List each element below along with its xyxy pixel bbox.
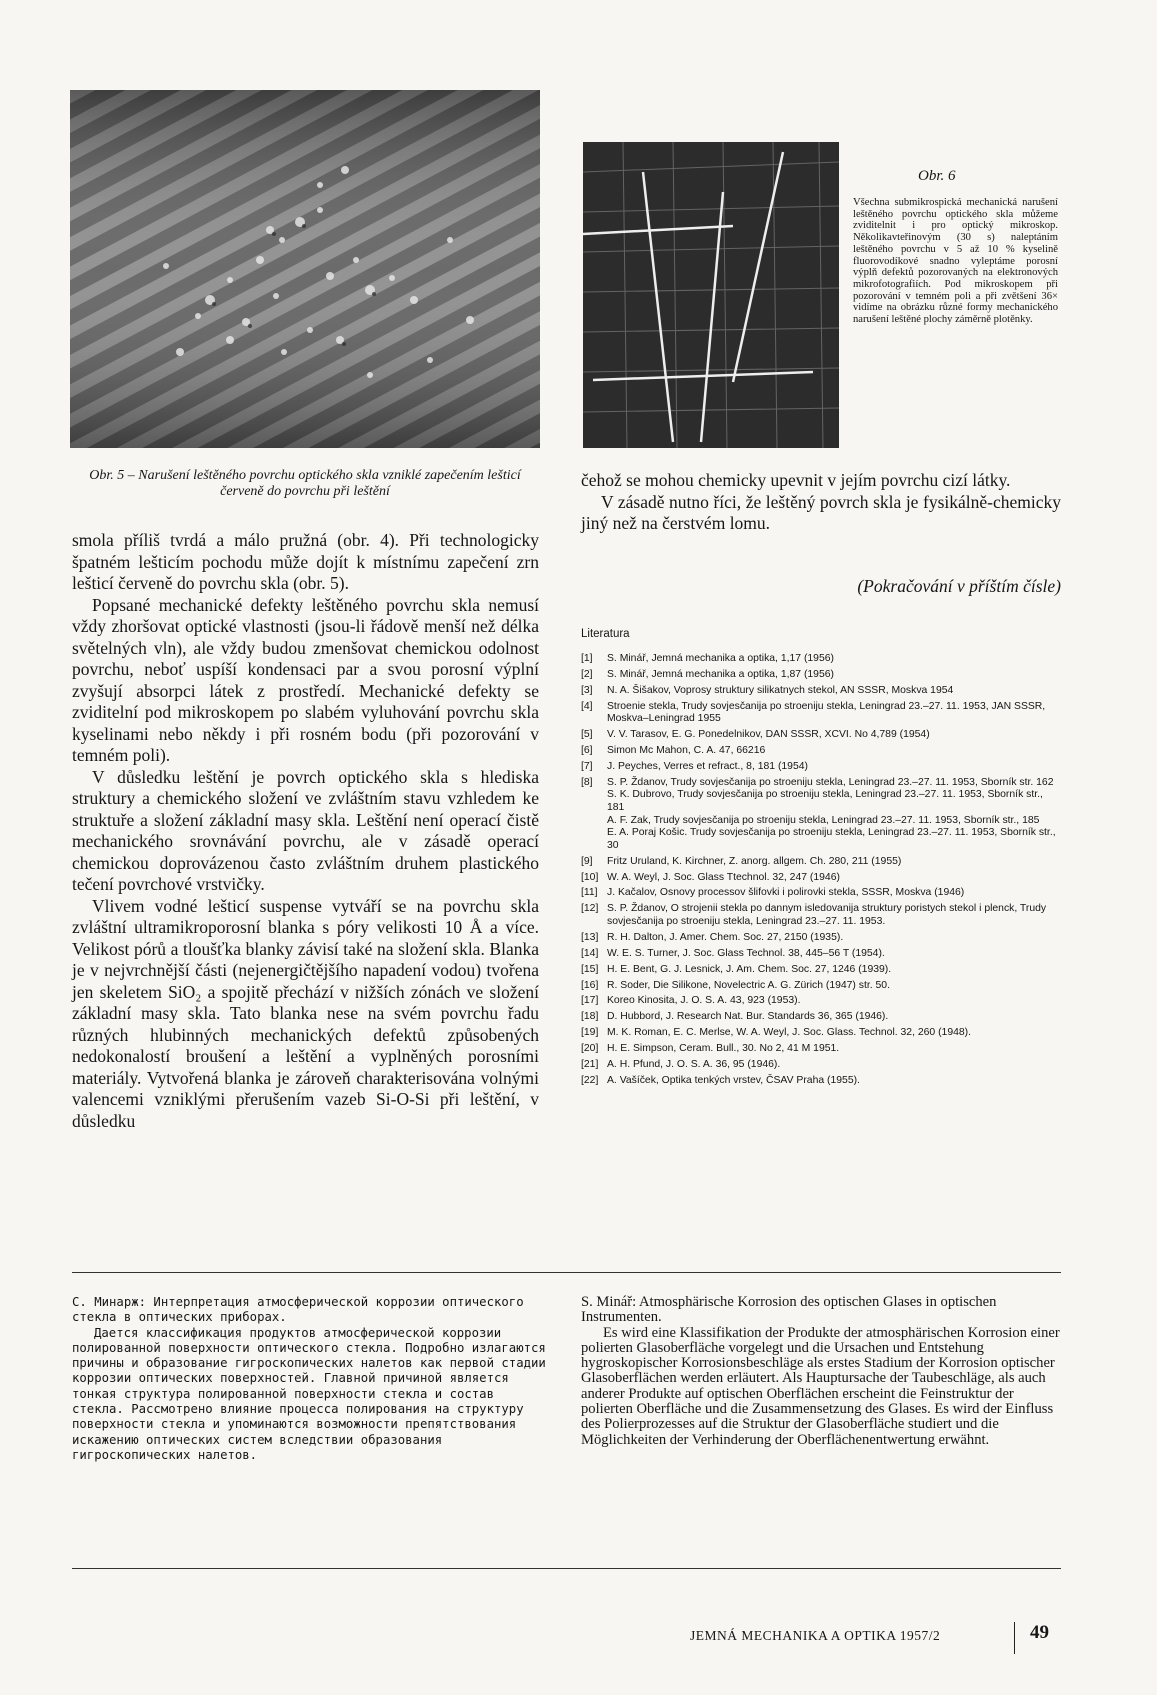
divider — [72, 1272, 1061, 1273]
reference-item — [581, 887, 1061, 900]
reference-item — [581, 1075, 1061, 1088]
page-number: 49 — [1030, 1622, 1049, 1643]
reference-number: [6] — [581, 745, 593, 757]
reference-text: S. P. Ždanov, O strojenii stekla po dannym isledovanija struktury poristych stekol i plenck, Trudy sovjesčanija po stroeniju stekla, Leningrad 23.–27. 11. 1953. — [607, 903, 1047, 927]
reference-item — [581, 777, 1061, 853]
figure6-micrograph — [583, 142, 839, 448]
reference-text: V. V. Tarasov, E. G. Ponedelnikov, DAN SSSR, XCVI. No 4,789 (1954) — [607, 729, 930, 741]
reference-number: [9] — [581, 855, 593, 867]
figure6-description: Všechna submikrospická mechanická narušení leštěného povrchu optického skla můžeme zviditelnit i pro optický mikroskop. Několikavteřinovým (30 s) naleptáním leštěného povrchu v 5 až 10 % kyselině fluorovodíkové snadno vyleptáme porosní výplň defektů pozorovaných na elektronových mikrofotografiích. Pod mikroskopem při pozorování v temném poli a při zvětšení 36× vidíme na obrázku různé formy mechanického narušení leštěné plochy záměrně plotěnky. — [853, 197, 1058, 326]
reference-item — [581, 903, 1061, 928]
journal-footer: JEMNÁ MECHANIKA A OPTIKA 1957/2 — [690, 1628, 941, 1643]
reference-number: [2] — [581, 668, 593, 680]
abstract-german — [581, 1295, 1061, 1448]
reference-text: N. A. Šišakov, Voprosy struktury silikatnych stekol, AN SSSR, Moskva 1954 — [607, 684, 954, 696]
reference-text: S. Minář, Jemná mechanika a optika, 1,17 (1956) — [607, 653, 834, 664]
reference-item — [581, 1011, 1061, 1024]
paragraph: Popsané mechanické defekty leštěného povrchu skla nemusí vždy zhoršovat optické vlastnosti (jsou-li řádově menší než délka světelných vln), ale vždy budou zmenšovat chemickou odolnost povrchu, neboť uspíší kondensaci par a svou porosní výplní zvyšují absorpci látek z prostředí. Mechanické defekty se zviditelní pod mikroskopem po slabém vyluhování povrchu skla kyselinami nebo někdy i při rosném bodu (při pozorování v temném poli). — [72, 594, 539, 765]
paragraph: Vlivem vodné lešticí suspense vytváří se na povrchu skla zvláštní ultramikroporosní blanka s póry velikosti 10 Å a více. Velikost pórů a tloušťka blanky závisí také na složení skla. Blanka je v nejvrchnější části (nejenergičtějšího napadení vodou) tvořena jen skeletem SiO₂ a spojitě přechází v nižších zónách ve složení základní masy skla. Tato blanka nese na svém povrchu řadu různých hlubinných mechanických defektů způsobených nedokonalostí broušení a leštění a vyplněných porosními materiály. Vytvořená blanka je zároveň charakterisována volnými valencemi vzniklými přerušením vazeb Si-O-Si při leštění, v důsledku — [72, 895, 539, 1131]
reference-number: [15] — [581, 963, 599, 975]
reference-item — [581, 685, 1061, 698]
reference-item — [581, 653, 1061, 666]
figure5-caption: Obr. 5 – Narušení leštěného povrchu optického skla vzniklé zapečením lešticí červeně do povrchu při leštění — [89, 468, 521, 499]
reference-item — [581, 745, 1061, 758]
paragraph: smola příliš tvrdá a málo pružná (obr. 4). Při technologicky špatném lešticím pochodu může dojít k místnímu zapečení zrn lešticí červeně do povrchu skla (obr. 5). — [72, 530, 539, 593]
reference-text: Koreo Kinosita, J. O. S. A. 43, 923 (1953). — [607, 995, 801, 1007]
abstract-body: Es wird eine Klassifikation der Produkte der atmosphärischen Korrosion einer polierten Glasoberfläche vorgelegt und die Ursachen und Entstehung hygroskopischer Korrosionsbeschläge als erstes Stadium der Korrosion optischer Glasoberflächen werden erläutert. Als Hauptursache der Taubeschläge, als auch anderer Produkte auf optischen Oberflächen erscheint die Feinstruktur der polierten Oberfläche und die Zusammensetzung des Glases. Es wird der Einfluss des Polierprozesses auf die Struktur der Glasoberfläche studiert und die Möglichkeiten der Verhinderung der Oberflächenentwertung erwähnt. — [581, 1324, 1060, 1448]
reference-number: [1] — [581, 653, 593, 664]
reference-number: [22] — [581, 1074, 599, 1086]
reference-number: [5] — [581, 729, 593, 741]
reference-item — [581, 980, 1061, 993]
reference-number: [4] — [581, 700, 593, 712]
reference-text: W. E. S. Turner, J. Soc. Glass Technol. 38, 445–56 T (1954). — [607, 947, 885, 959]
reference-item — [581, 669, 1061, 682]
reference-text: H. E. Bent, G. J. Lesnick, J. Am. Chem. Soc. 27, 1246 (1939). — [607, 963, 892, 975]
continuation-note: (Pokračování v příštím čísle) — [857, 576, 1061, 596]
reference-item — [581, 856, 1061, 869]
reference-item — [581, 932, 1061, 945]
reference-number: [17] — [581, 995, 599, 1007]
reference-text: R. Soder, Die Silikone, Novelectric A. G. Zürich (1947) str. 50. — [607, 979, 890, 991]
figure5-image — [70, 90, 540, 448]
paragraph: V důsledku leštění je povrch optického skla s hlediska struktury a chemického složení ve zvláštním stavu vzhledem ke struktuře a složení základní masy skla. Leštění není operací čistě mechanického srovnávání povrchu, ale v zásadě operací chemickou doprovázenou často zvláštním druhem plastického tečení povrchové vrstvičky. — [72, 766, 539, 894]
abstract-title: С. Минарж: Интерпретация атмосферической коррозии оптического стекла в оптических приборах. — [72, 1295, 524, 1325]
divider — [72, 1568, 1061, 1569]
reference-text: D. Hubbord, J. Research Nat. Bur. Standards 36, 365 (1946). — [607, 1011, 889, 1023]
footer-separator — [1014, 1622, 1015, 1654]
reference-text: M. K. Roman, E. C. Merlse, W. A. Weyl, J. Soc. Glass. Technol. 32, 260 (1948). — [607, 1027, 972, 1039]
reference-item — [581, 729, 1061, 742]
reference-number: [8] — [581, 776, 593, 788]
reference-item — [581, 701, 1061, 726]
reference-number: [20] — [581, 1043, 599, 1055]
reference-text: Simon Mc Mahon, C. A. 47, 66216 — [607, 745, 766, 757]
reference-number: [19] — [581, 1027, 599, 1039]
reference-number: [10] — [581, 871, 599, 883]
paragraph: čehož se mohou chemicky upevnit v jejím povrchu cizí látky. — [581, 470, 1011, 490]
reference-item — [581, 761, 1061, 774]
figure6-title: Obr. 6 — [918, 168, 956, 184]
reference-text: A. H. Pfund, J. O. S. A. 36, 95 (1946). — [607, 1058, 781, 1070]
left-column — [72, 530, 539, 1132]
literature-heading: Literatura — [581, 628, 630, 640]
reference-text: S. Minář, Jemná mechanika a optika, 1,87 (1956) — [607, 668, 834, 680]
reference-text: R. H. Dalton, J. Amer. Chem. Soc. 27, 2150 (1935). — [607, 931, 844, 943]
reference-text: Fritz Uruland, K. Kirchner, Z. anorg. allgem. Ch. 280, 211 (1955) — [607, 855, 902, 867]
reference-item — [581, 948, 1061, 961]
reference-number: [3] — [581, 684, 593, 696]
reference-number: [11] — [581, 887, 598, 899]
paragraph: V zásadě nutno říci, že leštěný povrch skla je fysikálně-chemicky jiný než na čerstvém lomu. — [581, 491, 1061, 533]
reference-number: [13] — [581, 931, 599, 943]
reference-text: S. P. Ždanov, Trudy sovjesčanija po stroeniju stekla, Leningrad 23.–27. 11. 1953, Sborník str. 162 S. K. Dubrovo, Trudy sovjesčanija po stroeniju stekla, Leningrad 23.–27. 11. 1953, Sborník str., 181 A. F. Zak, Trudy sovjesčanija po stroeniju stekla, Leningrad 23.–27. 11. 1953, Sborník str., 185 E. A. Poraj Košic. Trudy sovjesčanija po stroeniju stekla, Leningrad 23.–27. 11. 1953, Sborník str., 30 — [607, 776, 1056, 851]
reference-item — [581, 1027, 1061, 1040]
figure6-image — [583, 142, 839, 448]
reference-text: J. Peyches, Verres et refract., 8, 181 (1954) — [607, 760, 808, 772]
reference-item — [581, 964, 1061, 977]
reference-number: [21] — [581, 1058, 599, 1070]
figure5-micrograph — [70, 90, 540, 448]
reference-number: [18] — [581, 1011, 599, 1023]
reference-text: H. E. Simpson, Ceram. Bull., 30. No 2, 41 M 1951. — [607, 1043, 840, 1055]
reference-number: [12] — [581, 903, 599, 915]
reference-item — [581, 1043, 1061, 1056]
reference-list — [581, 653, 1061, 1091]
reference-item — [581, 872, 1061, 885]
reference-number: [14] — [581, 947, 599, 959]
abstract-russian — [72, 1295, 552, 1463]
reference-number: [16] — [581, 979, 599, 991]
abstract-title: S. Minář: Atmosphärische Korrosion des optischen Glases in optischen Instrumenten. — [581, 1294, 997, 1326]
reference-text: J. Kačalov, Osnovy processov šlifovki i polirovki stekla, SSSR, Moskva (1946) — [607, 887, 965, 899]
reference-text: A. Vašíček, Optika tenkých vrstev, ČSAV Praha (1955). — [607, 1074, 860, 1086]
reference-text: W. A. Weyl, J. Soc. Glass Ttechnol. 32, 247 (1946) — [607, 871, 840, 883]
abstract-body: Дается классификация продуктов атмосферической коррозии полированной поверхности оптического стекла. Подробно излагаются причины и образование гигроскопических налетов как первой стадии коррозии оптических поверхностей. Главной причиной является тонкая структура полированной поверхности стекла и состав стекла. Рассмотрено влияние процесса полирования на структуру поверхности стекла и упоминаются возможности препятствования искажению оптических систем вследствии образования гигроскопических налетов. — [72, 1325, 546, 1462]
right-column — [581, 470, 1061, 535]
reference-number: [7] — [581, 760, 593, 772]
reference-item — [581, 1059, 1061, 1072]
reference-item — [581, 995, 1061, 1008]
reference-text: Stroenie stekla, Trudy sovjesčanija po stroeniju stekla, Leningrad 23.–27. 11. 1953, JAN SSSR, Moskva–Leningrad 1955 — [607, 700, 1046, 725]
